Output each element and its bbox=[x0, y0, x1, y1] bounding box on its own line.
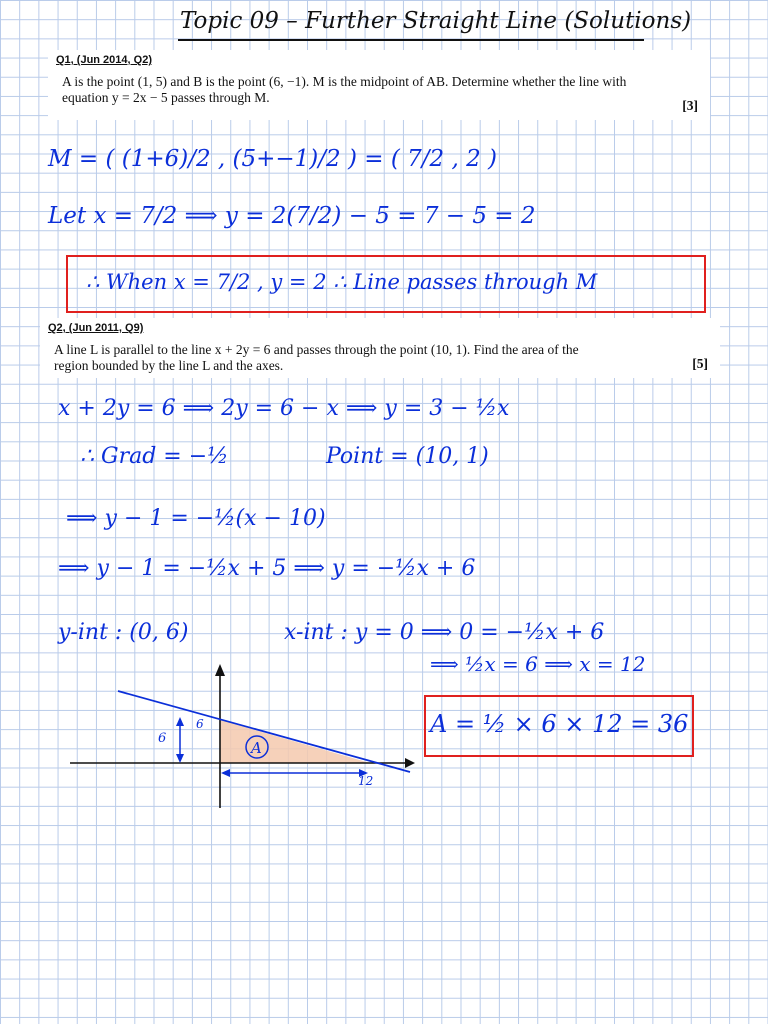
height-arrow-head-top bbox=[176, 717, 184, 726]
width-arrow-head-left bbox=[221, 769, 230, 777]
q2-point: Point = (10, 1) bbox=[326, 444, 489, 469]
q1-marks: [3] bbox=[682, 98, 698, 113]
q2-marks: [5] bbox=[692, 356, 708, 371]
title-underline bbox=[178, 39, 644, 41]
q1-text bbox=[62, 74, 626, 106]
x-axis-arrow bbox=[405, 758, 415, 768]
q2-area-answer: A = ½ × 6 × 12 = 36 bbox=[430, 710, 689, 738]
height-arrow-head-bottom bbox=[176, 754, 184, 763]
q2-heading: Q2, (Jun 2011, Q9) bbox=[48, 322, 144, 334]
x-intercept-label: 12 bbox=[358, 774, 374, 788]
q1-substitution-working: Let x = 7/2 ⟹ y = 2(7/2) − 5 = 7 − 5 = 2 bbox=[48, 203, 536, 229]
q2-x-intercept-solve: ⟹ ½x = 6 ⟹ x = 12 bbox=[430, 652, 646, 676]
q1-text-line1: A is the point (1, 5) and B is the point (6, −1). M is the midpoint of AB. Determine whether the line with bbox=[62, 74, 627, 89]
q2-sketch-graph bbox=[60, 660, 420, 810]
y-intercept-label: 6 bbox=[196, 717, 204, 731]
q2-text-line1: A line L is parallel to the line x + 2y = 6 and passes through the point (10, 1). Find the area of the bbox=[54, 342, 579, 357]
q2-question-box bbox=[40, 318, 720, 378]
q2-text-line2: region bounded by the line L and the axes. bbox=[54, 358, 284, 373]
q1-conclusion: ∴ When x = 7/2 , y = 2 ∴ Line passes through M bbox=[86, 270, 598, 294]
q1-heading: Q1, (Jun 2014, Q2) bbox=[56, 54, 152, 66]
q2-text bbox=[54, 342, 579, 374]
y-axis-arrow bbox=[215, 664, 225, 676]
q2-gradient: ∴ Grad = −½ bbox=[80, 444, 229, 469]
height-label: 6 bbox=[158, 731, 167, 746]
region-label: A bbox=[251, 739, 262, 757]
q2-point-slope: ⟹ y − 1 = −½(x − 10) bbox=[66, 506, 326, 531]
q1-question-box bbox=[48, 50, 710, 120]
q1-midpoint-working: M = ( (1+6)/2 , (5+−1)/2 ) = ( 7/2 , 2 ) bbox=[48, 146, 497, 172]
q2-y-intercept: y-int : (0, 6) bbox=[58, 620, 189, 645]
q2-rearrange-working: x + 2y = 6 ⟹ 2y = 6 − x ⟹ y = 3 − ½x bbox=[58, 396, 510, 421]
page-title: Topic 09 – Further Straight Line (Solutions) bbox=[180, 8, 692, 34]
q1-text-line2: equation y = 2x − 5 passes through M. bbox=[62, 90, 270, 105]
q2-x-intercept: x-int : y = 0 ⟹ 0 = −½x + 6 bbox=[284, 620, 605, 645]
q2-line-equation: ⟹ y − 1 = −½x + 5 ⟹ y = −½x + 6 bbox=[58, 556, 476, 581]
